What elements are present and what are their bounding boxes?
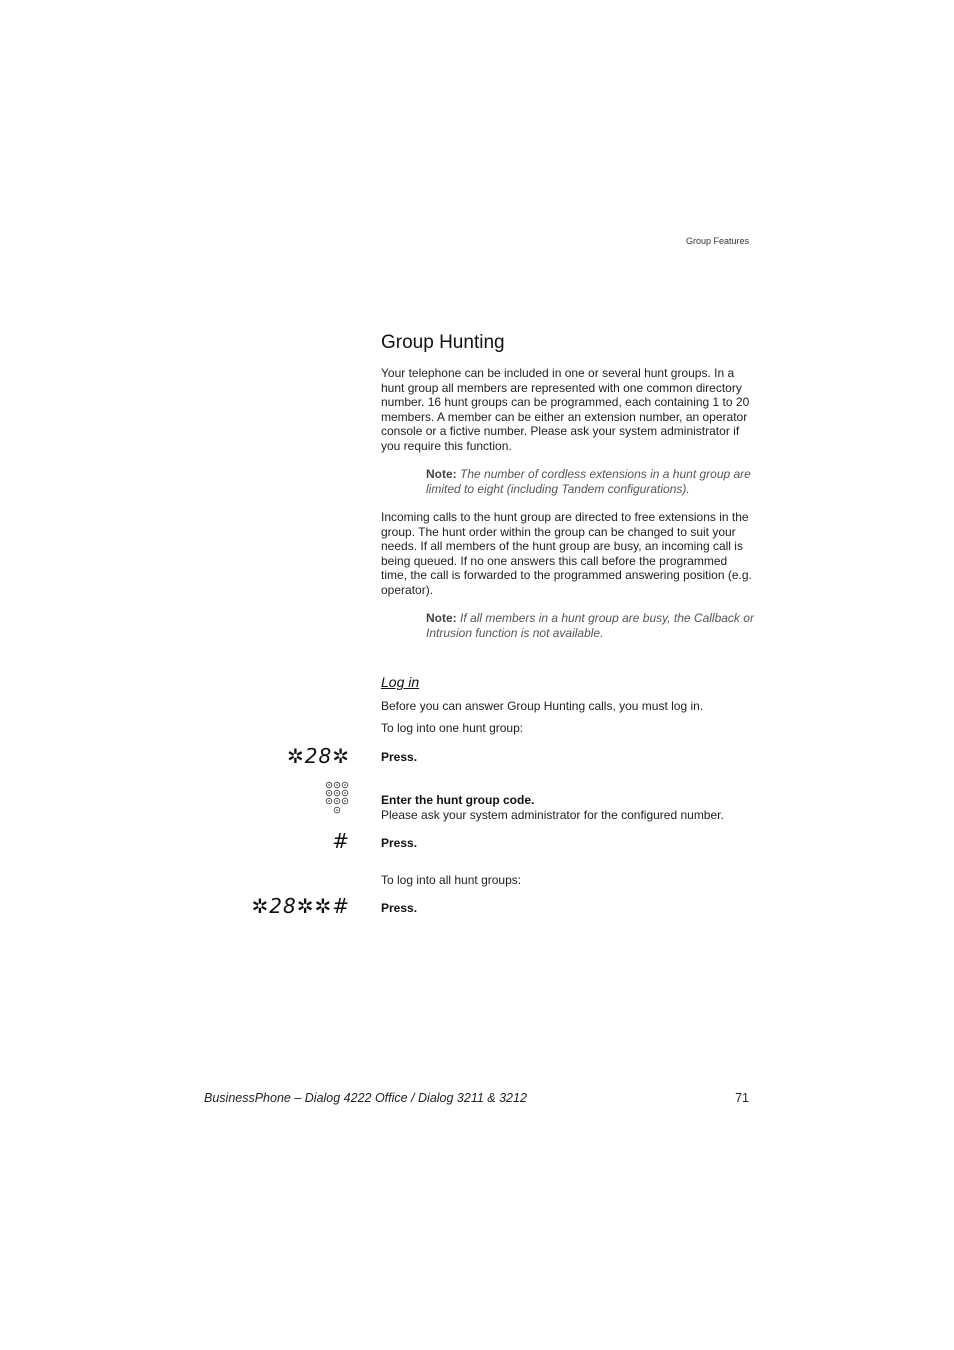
page-number: 71 [735, 1091, 749, 1105]
step-enter-code-sub: Please ask your system administrator for the configured number. [381, 808, 724, 822]
step-press-label: Press. [381, 836, 418, 850]
intro-paragraph: Your telephone can be included in one or several hunt groups. In a hunt group all members are represented with one common directory number. 16 hunt groups can be programmed, each containing 1 to 20 members. A member can be either an extension number, an operator console or a fictive number. Please ask your system administrator if you require this function. [381, 366, 750, 453]
login-all-groups-text: To log into all hunt groups: [381, 873, 522, 887]
incoming-paragraph: Incoming calls to the hunt group are directed to free extensions in the group. The hunt order within the group can be changed to suit your needs. If all members of the hunt group are busy, an incoming call is being queued. If no one answers this call before the programmed time, the call is forwarded to the programmed answering position (e.g. operator). [381, 510, 752, 597]
keypad-icon [325, 781, 351, 817]
note-text: If all members in a hunt group are busy, the Callback or Intrusion function is not available. [426, 611, 754, 640]
note-busy [426, 611, 754, 640]
dial-code-star28star: ✲28✲ [287, 744, 350, 768]
dial-code-hash: # [332, 829, 350, 853]
footer-doc-title: BusinessPhone – Dialog 4222 Office / Dialog 3211 & 3212 [204, 1091, 527, 1105]
step-press-label: Press. [381, 750, 418, 764]
dial-code-star28starstar-hash: ✲28✲✲# [251, 894, 350, 918]
note-label: Note: [426, 611, 457, 625]
note-cordless [426, 467, 754, 496]
note-text: The number of cordless extensions in a hunt group are limited to eight (including Tandem configurations). [426, 467, 751, 496]
login-intro: Before you can answer Group Hunting calls, you must log in. [381, 699, 704, 713]
page-title: Group Hunting [381, 332, 505, 353]
login-heading: Log in [381, 674, 420, 690]
running-header: Group Features [685, 236, 749, 246]
step-press-label: Press. [381, 901, 418, 915]
login-one-group-text: To log into one hunt group: [381, 721, 524, 735]
step-enter-code-label: Enter the hunt group code. [381, 793, 535, 807]
note-label: Note: [426, 467, 457, 481]
